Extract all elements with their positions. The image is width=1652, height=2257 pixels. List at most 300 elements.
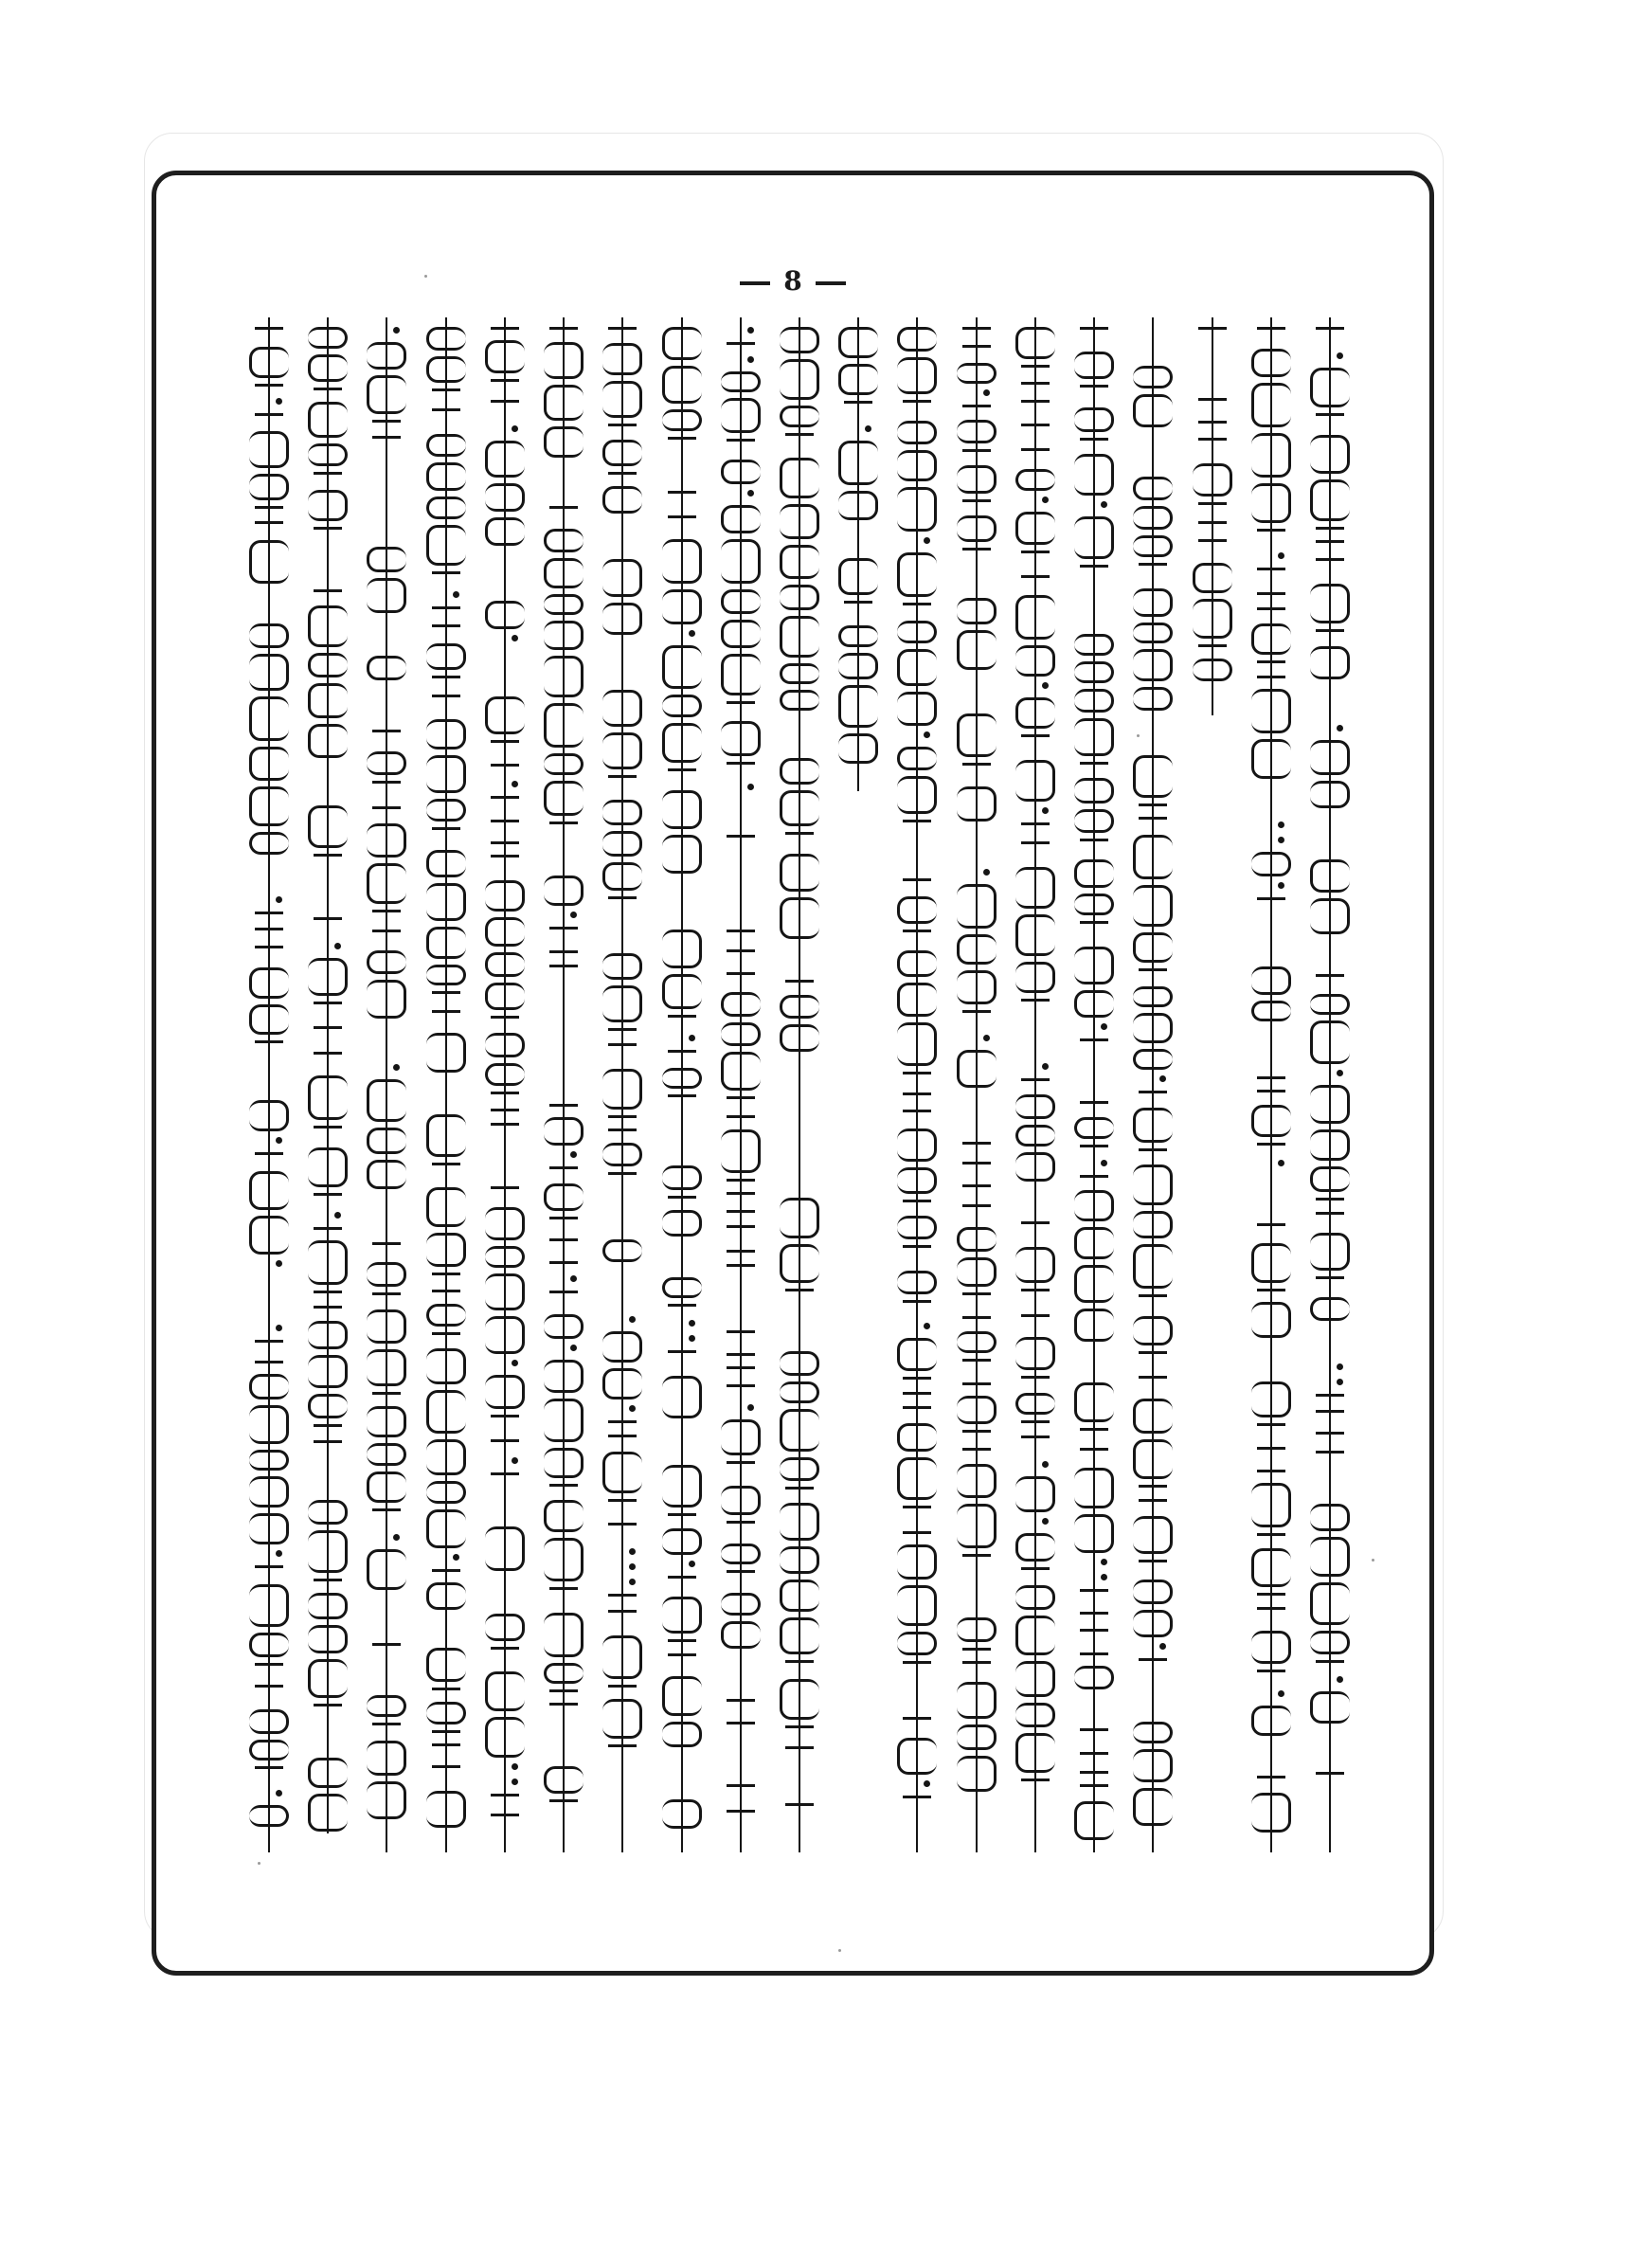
script-dot bbox=[629, 1563, 636, 1570]
script-glyph bbox=[485, 1717, 525, 1758]
script-stroke bbox=[549, 950, 578, 953]
script-stroke bbox=[549, 1217, 578, 1219]
script-glyph bbox=[897, 1423, 937, 1452]
script-stroke bbox=[608, 1610, 637, 1613]
script-glyph bbox=[1133, 1788, 1173, 1826]
script-glyph bbox=[780, 690, 819, 711]
script-dot bbox=[629, 1579, 636, 1585]
script-stroke bbox=[1198, 539, 1227, 542]
script-glyph bbox=[1251, 1483, 1291, 1527]
script-stroke bbox=[1198, 438, 1227, 441]
script-stroke bbox=[1139, 1351, 1167, 1354]
script-stroke bbox=[1080, 1448, 1108, 1451]
text-column bbox=[536, 317, 591, 1852]
script-stroke bbox=[314, 917, 342, 920]
script-glyph bbox=[367, 1549, 406, 1590]
script-glyph bbox=[1251, 1001, 1291, 1021]
script-stroke bbox=[903, 1377, 931, 1380]
script-glyph bbox=[602, 985, 642, 1022]
script-stroke bbox=[962, 499, 991, 502]
script-glyph bbox=[1310, 1020, 1350, 1064]
script-stroke bbox=[432, 1010, 460, 1013]
script-dot bbox=[276, 1260, 282, 1267]
script-glyph bbox=[544, 594, 584, 615]
script-dot bbox=[1337, 1676, 1343, 1683]
script-stroke bbox=[962, 763, 991, 766]
script-glyph bbox=[838, 364, 878, 395]
script-dot bbox=[1101, 1574, 1107, 1580]
script-stroke bbox=[1139, 563, 1167, 566]
script-glyph bbox=[544, 1663, 584, 1684]
script-glyph bbox=[308, 402, 348, 438]
script-glyph bbox=[838, 327, 878, 358]
script-glyph bbox=[1310, 1233, 1350, 1271]
script-dot bbox=[924, 1780, 930, 1787]
script-glyph bbox=[1074, 859, 1114, 888]
script-glyph bbox=[544, 1314, 584, 1339]
script-stroke bbox=[1257, 327, 1285, 330]
script-stroke bbox=[1021, 822, 1050, 825]
script-dot bbox=[689, 1035, 695, 1041]
script-stroke bbox=[549, 506, 578, 509]
script-glyph bbox=[721, 1544, 761, 1564]
script-glyph bbox=[721, 1621, 761, 1649]
script-glyph bbox=[308, 683, 348, 718]
script-stroke bbox=[255, 1766, 283, 1769]
script-glyph bbox=[721, 1129, 761, 1173]
script-glyph bbox=[957, 363, 997, 384]
script-glyph bbox=[308, 443, 348, 466]
script-glyph bbox=[485, 1614, 525, 1641]
script-stroke bbox=[1021, 1314, 1050, 1317]
script-glyph bbox=[662, 930, 702, 968]
script-glyph bbox=[897, 487, 937, 532]
script-glyph bbox=[1133, 755, 1173, 798]
script-glyph bbox=[249, 1709, 289, 1734]
script-glyph bbox=[1310, 584, 1350, 623]
script-dot bbox=[629, 1405, 636, 1412]
script-glyph bbox=[426, 497, 466, 519]
script-glyph bbox=[1015, 327, 1055, 359]
script-stroke bbox=[1080, 762, 1108, 765]
script-stroke bbox=[727, 949, 755, 952]
script-stroke bbox=[549, 1291, 578, 1293]
script-stroke bbox=[255, 946, 283, 948]
script-glyph bbox=[602, 800, 642, 825]
script-stroke bbox=[491, 1109, 519, 1111]
script-stroke bbox=[844, 401, 872, 404]
script-glyph bbox=[957, 934, 997, 965]
script-dot bbox=[629, 1316, 636, 1323]
script-stroke bbox=[1080, 921, 1108, 924]
script-glyph bbox=[1310, 1085, 1350, 1124]
script-glyph bbox=[897, 1338, 937, 1371]
script-glyph bbox=[426, 1582, 466, 1610]
text-column bbox=[949, 317, 1004, 1852]
script-stroke bbox=[1198, 644, 1227, 647]
script-stroke bbox=[727, 1330, 755, 1333]
script-dot bbox=[570, 1275, 577, 1282]
script-glyph bbox=[662, 539, 702, 584]
script-stroke bbox=[903, 1072, 931, 1074]
script-stroke bbox=[1080, 385, 1108, 388]
script-stroke bbox=[1257, 1143, 1285, 1146]
script-glyph bbox=[957, 1257, 997, 1287]
script-glyph bbox=[249, 431, 289, 468]
script-stroke bbox=[1316, 1212, 1344, 1215]
script-glyph bbox=[367, 342, 406, 370]
script-glyph bbox=[662, 835, 702, 874]
script-stroke bbox=[1021, 424, 1050, 426]
script-glyph bbox=[780, 1617, 819, 1654]
script-glyph bbox=[426, 1348, 466, 1384]
script-glyph bbox=[249, 1216, 289, 1255]
script-glyph bbox=[1193, 659, 1232, 681]
script-glyph bbox=[426, 1033, 466, 1073]
script-dot bbox=[747, 356, 754, 363]
script-glyph bbox=[308, 1355, 348, 1388]
script-glyph bbox=[426, 927, 466, 959]
script-stroke bbox=[1080, 1752, 1108, 1755]
script-glyph bbox=[602, 690, 642, 727]
script-stroke bbox=[491, 841, 519, 844]
script-stroke bbox=[727, 762, 755, 765]
script-dot bbox=[276, 896, 282, 903]
script-stroke bbox=[727, 1210, 755, 1213]
script-glyph bbox=[602, 1143, 642, 1166]
script-glyph bbox=[426, 1187, 466, 1227]
script-glyph bbox=[426, 1648, 466, 1682]
script-glyph bbox=[1133, 477, 1173, 500]
script-glyph bbox=[308, 490, 348, 521]
script-glyph bbox=[780, 458, 819, 498]
script-glyph bbox=[249, 1171, 289, 1210]
script-stroke bbox=[1139, 1148, 1167, 1151]
script-dot bbox=[865, 425, 871, 432]
script-glyph bbox=[544, 529, 584, 552]
script-stroke bbox=[1021, 841, 1050, 844]
script-glyph bbox=[1310, 781, 1350, 808]
script-glyph bbox=[308, 1147, 348, 1187]
script-stroke bbox=[1021, 382, 1050, 385]
script-stroke bbox=[432, 1569, 460, 1572]
script-glyph bbox=[1015, 1247, 1055, 1283]
script-dot bbox=[1278, 1160, 1284, 1166]
script-dot bbox=[1042, 1461, 1049, 1468]
script-glyph bbox=[1074, 1227, 1114, 1259]
script-stroke bbox=[549, 1261, 578, 1264]
script-glyph bbox=[249, 474, 289, 500]
script-stroke bbox=[1257, 592, 1285, 595]
script-stroke bbox=[727, 1366, 755, 1369]
script-stroke bbox=[549, 927, 578, 930]
script-glyph bbox=[1251, 1548, 1291, 1587]
script-glyph bbox=[897, 1632, 937, 1655]
script-stroke bbox=[608, 1172, 637, 1175]
script-glyph bbox=[780, 1244, 819, 1283]
text-column bbox=[1302, 317, 1357, 1852]
script-glyph bbox=[1015, 595, 1055, 640]
mongolian-text-block bbox=[232, 317, 1359, 1909]
script-glyph bbox=[1310, 1297, 1350, 1321]
script-stroke bbox=[1316, 1198, 1344, 1201]
script-stroke bbox=[1021, 1435, 1050, 1438]
script-glyph bbox=[426, 1233, 466, 1267]
script-stroke bbox=[1139, 1294, 1167, 1297]
script-stroke bbox=[1316, 327, 1344, 330]
script-dot bbox=[1042, 1063, 1049, 1070]
script-stroke bbox=[432, 991, 460, 994]
script-glyph bbox=[249, 1100, 289, 1131]
script-glyph bbox=[308, 327, 348, 349]
script-glyph bbox=[957, 1227, 997, 1252]
script-stroke bbox=[491, 1092, 519, 1094]
script-glyph bbox=[544, 1500, 584, 1532]
script-glyph bbox=[544, 385, 584, 421]
script-stroke bbox=[962, 1316, 991, 1319]
script-stroke bbox=[549, 965, 578, 967]
scan-speck bbox=[258, 1862, 260, 1865]
script-stroke bbox=[1316, 1394, 1344, 1397]
script-glyph bbox=[602, 381, 642, 418]
script-stroke bbox=[314, 589, 342, 592]
script-glyph bbox=[1074, 516, 1114, 559]
text-column bbox=[1067, 317, 1122, 1852]
script-glyph bbox=[1133, 1244, 1173, 1289]
script-glyph bbox=[602, 440, 642, 466]
script-glyph bbox=[249, 1740, 289, 1760]
script-glyph bbox=[1015, 1393, 1055, 1415]
script-stroke bbox=[727, 930, 755, 932]
script-glyph bbox=[1310, 1504, 1350, 1531]
script-stroke bbox=[1257, 1533, 1285, 1536]
script-dot bbox=[983, 1035, 990, 1041]
script-stroke bbox=[785, 433, 814, 436]
script-stroke bbox=[1080, 1728, 1108, 1731]
script-stroke bbox=[255, 912, 283, 914]
script-glyph bbox=[662, 695, 702, 717]
script-glyph bbox=[485, 983, 525, 1010]
script-stroke bbox=[491, 400, 519, 403]
script-glyph bbox=[957, 1050, 997, 1088]
script-stroke bbox=[491, 1186, 519, 1189]
script-glyph bbox=[721, 460, 761, 484]
script-glyph bbox=[1015, 1585, 1055, 1610]
script-stroke bbox=[432, 624, 460, 627]
script-glyph bbox=[721, 539, 761, 584]
script-dot bbox=[453, 1554, 459, 1561]
script-stroke bbox=[727, 1264, 755, 1267]
script-dot bbox=[983, 389, 990, 396]
script-glyph bbox=[1251, 483, 1291, 523]
script-glyph bbox=[1074, 1666, 1114, 1689]
script-glyph bbox=[1074, 634, 1114, 656]
script-stroke bbox=[491, 1439, 519, 1442]
script-stroke bbox=[1316, 413, 1344, 416]
script-glyph bbox=[957, 1464, 997, 1498]
script-stroke bbox=[432, 1290, 460, 1292]
script-glyph bbox=[485, 517, 525, 546]
script-glyph bbox=[426, 1304, 466, 1327]
script-stroke bbox=[314, 1291, 342, 1293]
script-glyph bbox=[897, 357, 937, 394]
script-glyph bbox=[780, 327, 819, 353]
script-glyph bbox=[308, 1321, 348, 1349]
script-stroke bbox=[903, 1110, 931, 1112]
script-glyph bbox=[485, 601, 525, 629]
script-glyph bbox=[426, 643, 466, 670]
script-glyph bbox=[602, 486, 642, 514]
script-glyph bbox=[780, 897, 819, 939]
script-stroke bbox=[1139, 968, 1167, 971]
script-stroke bbox=[903, 1245, 931, 1248]
script-glyph bbox=[485, 441, 525, 478]
script-glyph bbox=[1251, 1706, 1291, 1736]
script-stroke bbox=[1139, 1658, 1167, 1661]
scan-speck bbox=[1372, 1559, 1374, 1562]
script-glyph bbox=[780, 504, 819, 539]
script-stroke bbox=[1080, 1101, 1108, 1104]
script-stroke bbox=[549, 1587, 578, 1590]
script-stroke bbox=[491, 764, 519, 767]
script-glyph bbox=[426, 799, 466, 822]
script-stroke bbox=[372, 1508, 401, 1511]
script-dot bbox=[276, 1137, 282, 1144]
script-glyph bbox=[367, 1406, 406, 1437]
script-glyph bbox=[367, 1695, 406, 1717]
script-stroke bbox=[549, 327, 578, 330]
script-dot bbox=[570, 912, 577, 918]
script-glyph bbox=[249, 696, 289, 741]
script-dot bbox=[747, 327, 754, 334]
script-glyph bbox=[367, 950, 406, 974]
script-glyph bbox=[1251, 689, 1291, 733]
script-stroke bbox=[1080, 1175, 1108, 1178]
script-dot bbox=[393, 327, 400, 334]
script-glyph bbox=[897, 649, 937, 686]
script-stroke bbox=[962, 1162, 991, 1165]
text-column bbox=[655, 317, 709, 1852]
script-stroke bbox=[903, 1092, 931, 1095]
script-stroke bbox=[727, 1722, 755, 1724]
script-stroke bbox=[903, 1200, 931, 1202]
script-dot bbox=[570, 1151, 577, 1158]
script-stroke bbox=[903, 1406, 931, 1409]
script-stroke bbox=[1316, 1451, 1344, 1454]
script-glyph bbox=[721, 398, 761, 433]
script-stroke bbox=[608, 327, 637, 330]
script-glyph bbox=[957, 1331, 997, 1353]
script-stroke bbox=[962, 1359, 991, 1362]
script-glyph bbox=[426, 327, 466, 351]
script-glyph bbox=[662, 1799, 702, 1829]
script-stroke bbox=[1257, 1776, 1285, 1779]
script-glyph bbox=[662, 1277, 702, 1298]
script-glyph bbox=[1074, 1117, 1114, 1139]
script-glyph bbox=[780, 758, 819, 785]
script-glyph bbox=[662, 974, 702, 1009]
script-dot bbox=[1101, 1160, 1107, 1166]
script-stroke bbox=[1021, 448, 1050, 451]
script-glyph bbox=[721, 992, 761, 1017]
script-glyph bbox=[897, 1216, 937, 1239]
script-glyph bbox=[1310, 898, 1350, 934]
script-glyph bbox=[1015, 697, 1055, 729]
script-glyph bbox=[662, 1376, 702, 1418]
script-glyph bbox=[1133, 1516, 1173, 1554]
script-dot bbox=[393, 1064, 400, 1071]
script-stroke bbox=[432, 1332, 460, 1335]
script-stroke bbox=[668, 1050, 696, 1053]
script-stroke bbox=[727, 1250, 755, 1253]
script-glyph bbox=[426, 1791, 466, 1828]
text-column bbox=[889, 317, 944, 1852]
script-glyph bbox=[1015, 1337, 1055, 1370]
script-glyph bbox=[544, 426, 584, 458]
script-stroke bbox=[1198, 521, 1227, 524]
script-glyph bbox=[897, 747, 937, 770]
script-glyph bbox=[308, 1659, 348, 1698]
script-glyph bbox=[1015, 1152, 1055, 1182]
script-glyph bbox=[1015, 1661, 1055, 1697]
script-glyph bbox=[485, 1207, 525, 1240]
script-glyph bbox=[957, 713, 997, 757]
script-glyph bbox=[426, 883, 466, 921]
script-glyph bbox=[897, 950, 937, 977]
script-glyph bbox=[662, 1210, 702, 1237]
script-stroke bbox=[372, 1392, 401, 1395]
script-glyph bbox=[426, 1509, 466, 1548]
script-glyph bbox=[1251, 1631, 1291, 1664]
script-glyph bbox=[367, 578, 406, 613]
script-glyph bbox=[1074, 778, 1114, 803]
script-stroke bbox=[1021, 1779, 1050, 1781]
script-glyph bbox=[426, 965, 466, 985]
script-stroke bbox=[1139, 1485, 1167, 1488]
script-stroke bbox=[491, 1794, 519, 1797]
script-glyph bbox=[1133, 588, 1173, 617]
script-stroke bbox=[1080, 839, 1108, 841]
script-glyph bbox=[426, 462, 466, 491]
script-glyph bbox=[249, 1405, 289, 1444]
script-glyph bbox=[957, 884, 997, 929]
script-dot bbox=[512, 1763, 518, 1770]
script-stroke bbox=[372, 1292, 401, 1295]
script-stroke bbox=[962, 1204, 991, 1207]
script-stroke bbox=[962, 1184, 991, 1187]
script-dot bbox=[1337, 725, 1343, 731]
script-stroke bbox=[608, 1043, 637, 1046]
script-glyph bbox=[1133, 366, 1173, 388]
script-dot bbox=[276, 398, 282, 405]
script-stroke bbox=[962, 1448, 991, 1451]
script-glyph bbox=[838, 558, 878, 595]
script-glyph bbox=[485, 1246, 525, 1268]
script-dot bbox=[453, 591, 459, 598]
script-dot bbox=[334, 943, 341, 949]
script-stroke bbox=[608, 1028, 637, 1031]
script-dot bbox=[924, 1323, 930, 1329]
script-dot bbox=[276, 1325, 282, 1331]
script-glyph bbox=[249, 1476, 289, 1508]
script-glyph bbox=[1133, 1610, 1173, 1637]
script-glyph bbox=[426, 755, 466, 793]
script-glyph bbox=[485, 917, 525, 947]
script-dot bbox=[1278, 837, 1284, 843]
script-stroke bbox=[549, 1799, 578, 1802]
script-stroke bbox=[1316, 1772, 1344, 1775]
script-glyph bbox=[721, 1593, 761, 1616]
